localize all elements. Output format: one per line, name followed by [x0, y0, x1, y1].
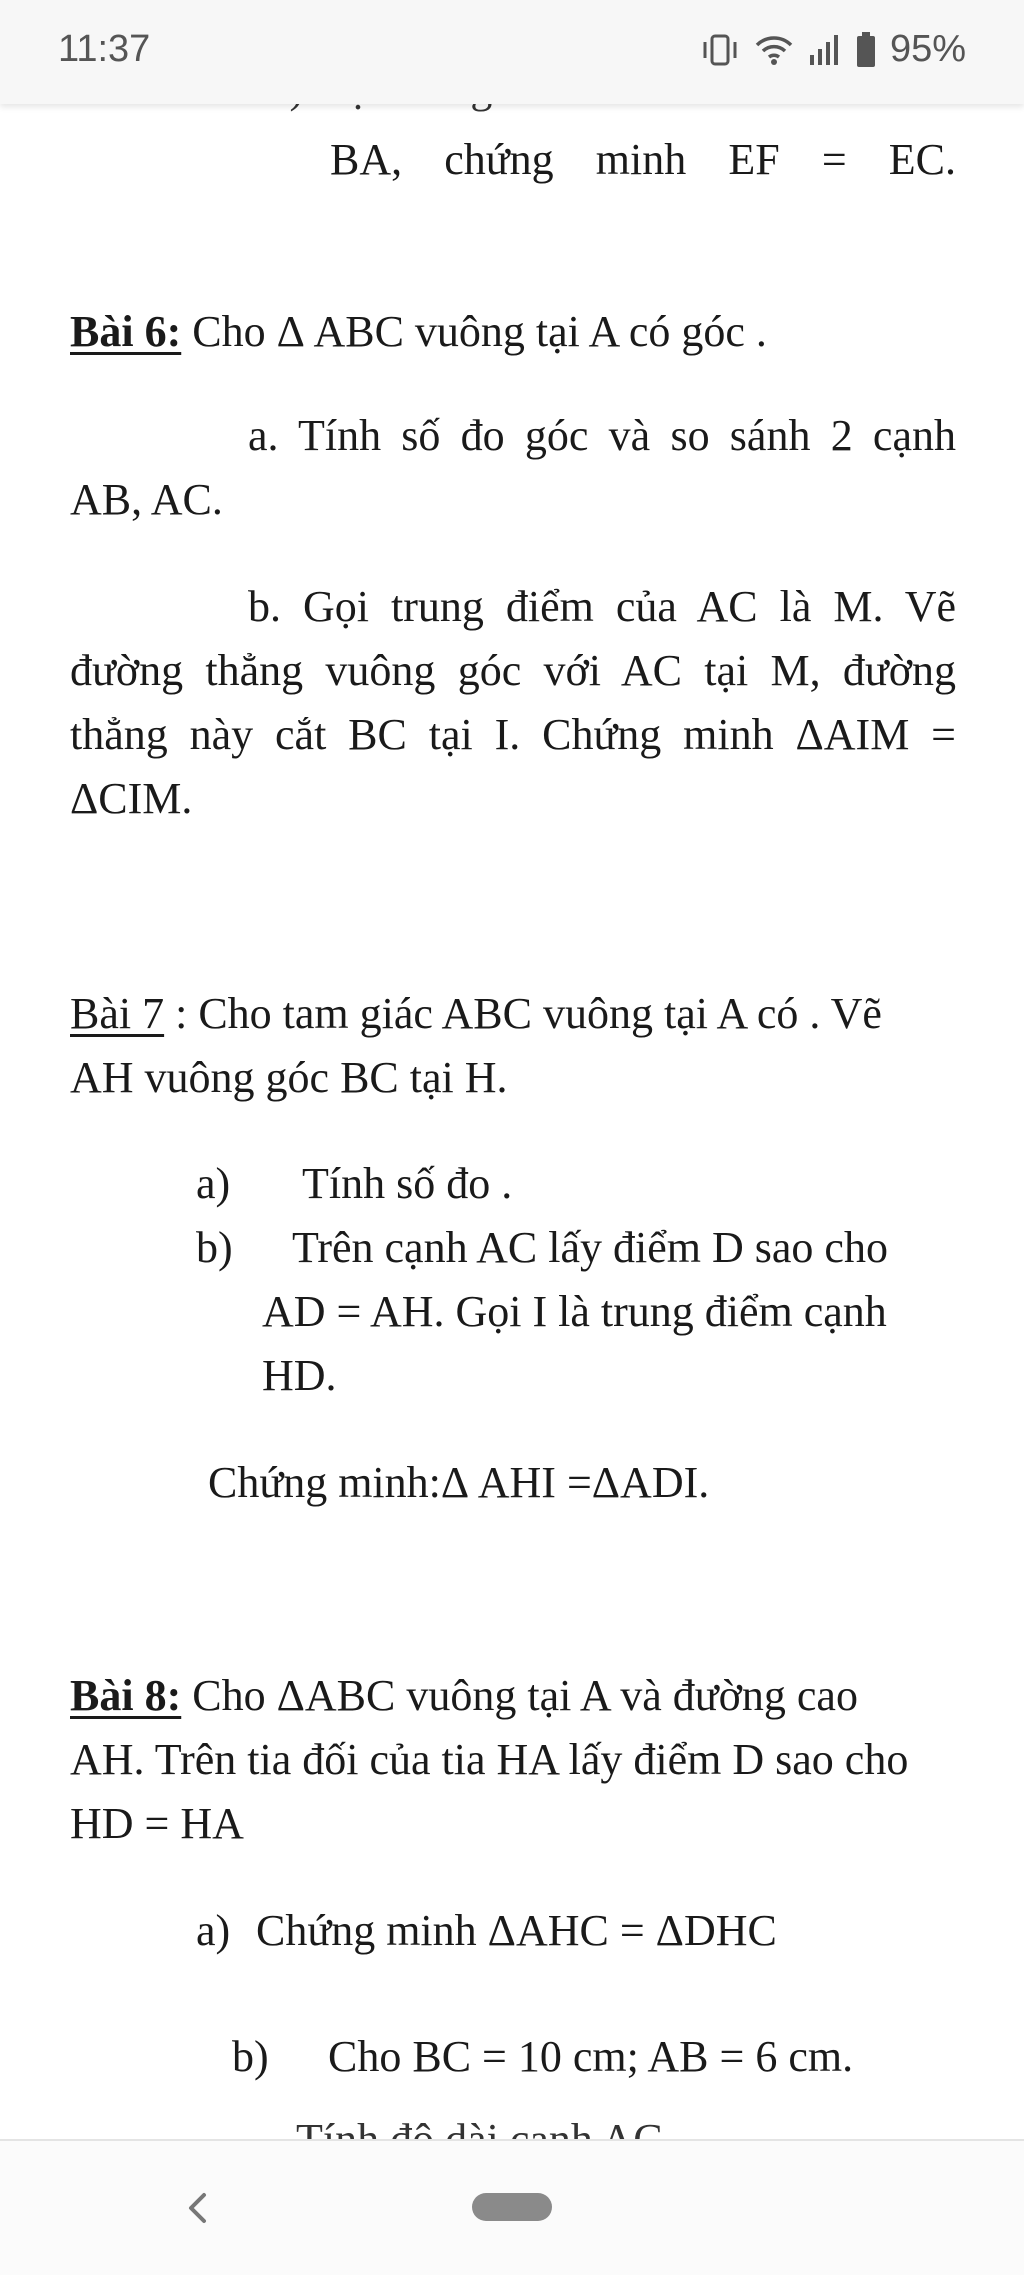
bai7-text: : Cho tam giác ABC vuông tại A có . Vẽ	[164, 989, 882, 1038]
bai6-b-line3: thẳng này cắt BC tại I. Chứng minh ΔAIM =	[70, 710, 956, 759]
status-time: 11:37	[58, 28, 151, 70]
bai6-label: Bài 6:	[70, 307, 182, 356]
bai7-b-line3: HD.	[262, 1351, 337, 1400]
wifi-icon	[754, 33, 794, 67]
bai6-b-line4: ΔCIM.	[70, 774, 193, 823]
status-bar	[0, 0, 1024, 104]
bai7-label: Bài 7	[70, 989, 165, 1038]
bai6-b-line1: b. Gọi trung điểm của AC là M. Vẽ	[248, 582, 956, 631]
bai7-b-marker: b)	[196, 1223, 233, 1272]
back-icon[interactable]	[184, 2191, 210, 2230]
signal-icon	[808, 33, 842, 67]
bai6-heading	[70, 300, 767, 364]
battery-percent: 95%	[889, 28, 966, 70]
bai6-b-line2: đường thẳng vuông góc với AC tại M, đường	[70, 646, 956, 695]
bai7-b-line2: AD = AH. Gọi I là trung điểm cạnh	[262, 1287, 887, 1336]
bai7-proof: Chứng minh:Δ AHI =ΔADI.	[208, 1458, 710, 1507]
bai7-b-line1: Trên cạnh AC lấy điểm D sao cho	[292, 1223, 888, 1272]
bai6-a-line2: AB, AC.	[70, 475, 223, 524]
bai8-line2: AH. Trên tia đối của tia HA lấy điểm D sao cho	[70, 1735, 909, 1784]
bai7-heading	[70, 982, 882, 1046]
battery-icon	[856, 32, 876, 68]
bai8-heading	[70, 1664, 858, 1728]
bai8-b-marker: b)	[232, 2032, 269, 2081]
bai8-a-text: Chứng minh ΔAHC = ΔDHC	[256, 1906, 777, 1955]
bai7-line2: AH vuông góc BC tại H.	[70, 1053, 508, 1102]
bai8-text: Cho ΔABC vuông tại A và đường cao	[181, 1671, 858, 1720]
status-icons	[700, 28, 966, 71]
bai8-b-text: Cho BC = 10 cm; AB = 6 cm.	[328, 2032, 854, 2081]
bai8-label: Bài 8:	[70, 1671, 182, 1720]
bai6-a-line1: a. Tính số đo góc và so sánh 2 cạnh	[248, 411, 956, 460]
navigation-bar	[0, 2139, 1024, 2275]
vibrate-icon	[700, 33, 740, 67]
bai7-a-marker: a)	[196, 1159, 231, 1208]
bai8-a-marker: a)	[196, 1906, 231, 1955]
bai8-line3: HD = HA	[70, 1799, 244, 1848]
home-pill-icon[interactable]	[472, 2193, 552, 2221]
bai6-text: Cho Δ ABC vuông tại A có góc .	[181, 307, 767, 356]
prev-tail-line: BA, chứng minh EF = EC.	[330, 135, 956, 184]
bai7-a-text: Tính số đo .	[302, 1159, 513, 1208]
